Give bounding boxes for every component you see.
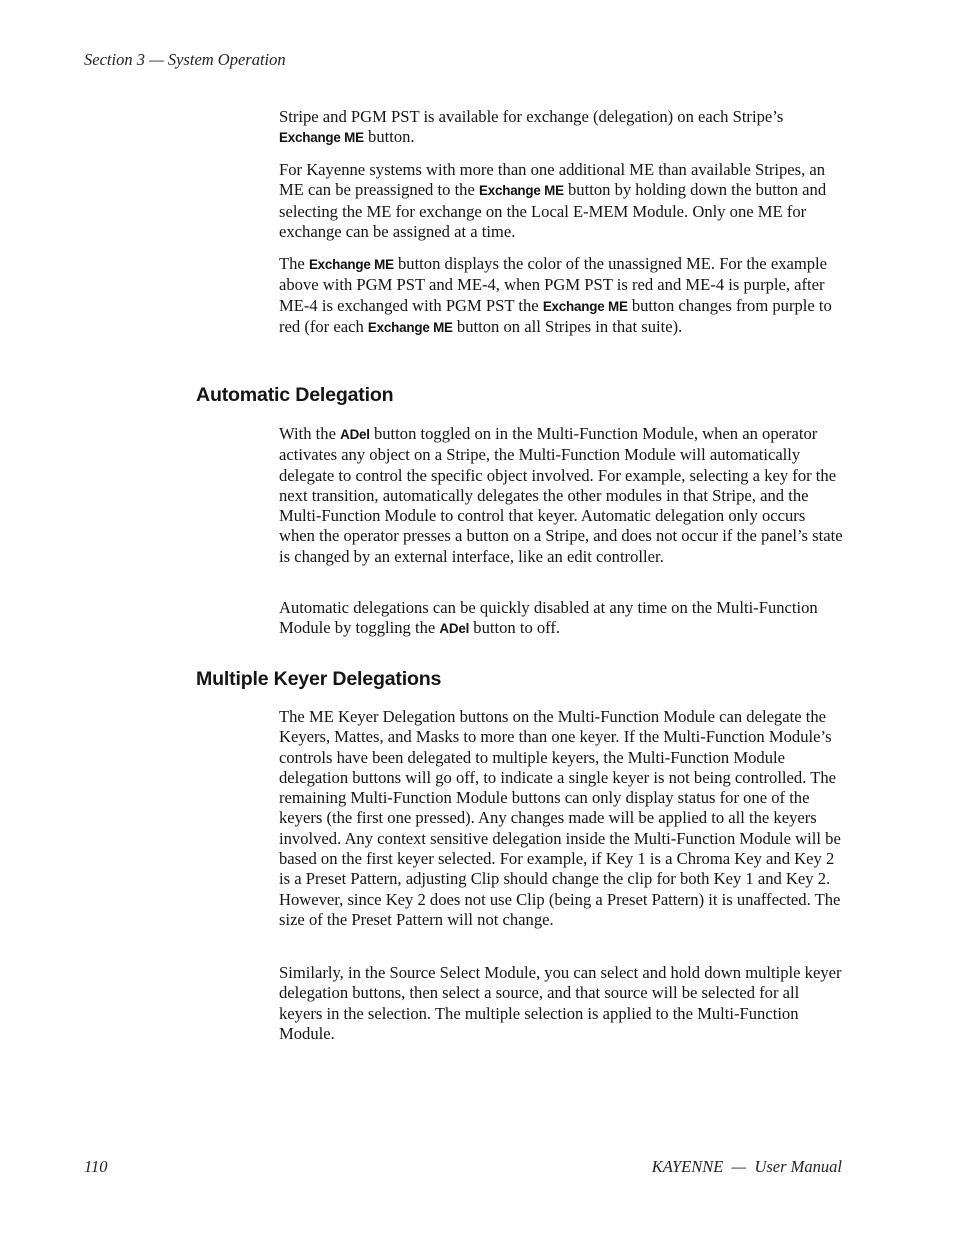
button-name-label: ADel <box>340 427 370 442</box>
button-name-label: Exchange ME <box>367 319 453 335</box>
paragraph-source-select: Similarly, in the Source Select Module, you can select and hold down multiple keyer delegation buttons, then select a source, and that source will be selected for all keyers in the selection. The multiple selection is applied to the Multi-Function Module. <box>279 963 842 1043</box>
paragraph-exchange-availability: Stripe and PGM PST is available for exchange (delegation) on each Stripe’s Exchange ME button. <box>279 107 784 147</box>
paragraph-adel-behavior: With the ADel button toggled on in the Multi-Function Module, when an operator activates any object on a Stripe, the Multi-Function Module will automatically delegate to control the specific object involved. For example, selecting a key for the next transition, automatically delegates the other modules in that Stripe, and the Multi-Function Module to control that keyer. Automatic delegation only occurs when the operator presses a button on a Stripe, and does not occur if the panel’s state is changed by an external interface, like an edit controller. <box>279 424 843 566</box>
paragraph-adel-disable: Automatic delegations can be quickly disabled at any time on the Multi-Function Module by toggling the ADel button to off. <box>279 598 818 638</box>
button-name-label: Exchange ME <box>279 130 364 146</box>
manual-title: KAYENNE — User Manual <box>651 1157 842 1176</box>
heading-automatic-delegation: Automatic Delegation <box>196 384 394 406</box>
paragraph-multiple-keyers: The ME Keyer Delegation buttons on the Multi-Function Module can delegate the Keyers, Mattes, and Masks to more than one keyer. If the Multi-Function Module’s controls have been delegated to multiple keyers, the Multi-Function Module delegation buttons will go off, to indicate a single keyer is not being controlled. The remaining Multi-Function Module buttons can only display status for one of the keyers (the first one pressed). Any changes made will be applied to all the keyers involved. Any context sensitive delegation inside the Multi-Function Module will be based on the first keyer selected. For example, if Key 1 is a Chroma Key and Key 2 is a Preset Pattern, adjusting Clip should change the clip for both Key 1 and Key 2. However, since Key 2 does not use Clip (being a Preset Pattern) it is unaffected. The size of the Preset Pattern will not change. <box>279 707 841 929</box>
page-number: 110 <box>84 1157 108 1176</box>
running-head: Section 3 — System Operation <box>84 50 286 69</box>
paragraph-preassign-me: For Kayenne systems with more than one additional ME than available Stripes, an ME can be preassigned to the Exchange ME button by holding down the button and selecting the ME for exchange on the Local E-MEM Module. Only one ME for exchange can be assigned at a time. <box>279 160 827 241</box>
button-name-label: ADel <box>439 621 470 637</box>
heading-multiple-keyer-delegations: Multiple Keyer Delegations <box>196 668 442 690</box>
button-name-label: Exchange ME <box>542 298 628 314</box>
button-name-label: Exchange ME <box>308 257 394 272</box>
paragraph-exchange-color: The Exchange ME button displays the color of the unassigned ME. For the example above with PGM PST and ME-4, when PGM PST is red and ME-4 is purple, after ME-4 is exchanged with PGM PST the Exchange ME button changes from purple to red (for each Exchange ME button on all Stripes in that suite). <box>279 254 832 336</box>
button-name-label: Exchange ME <box>478 183 564 199</box>
